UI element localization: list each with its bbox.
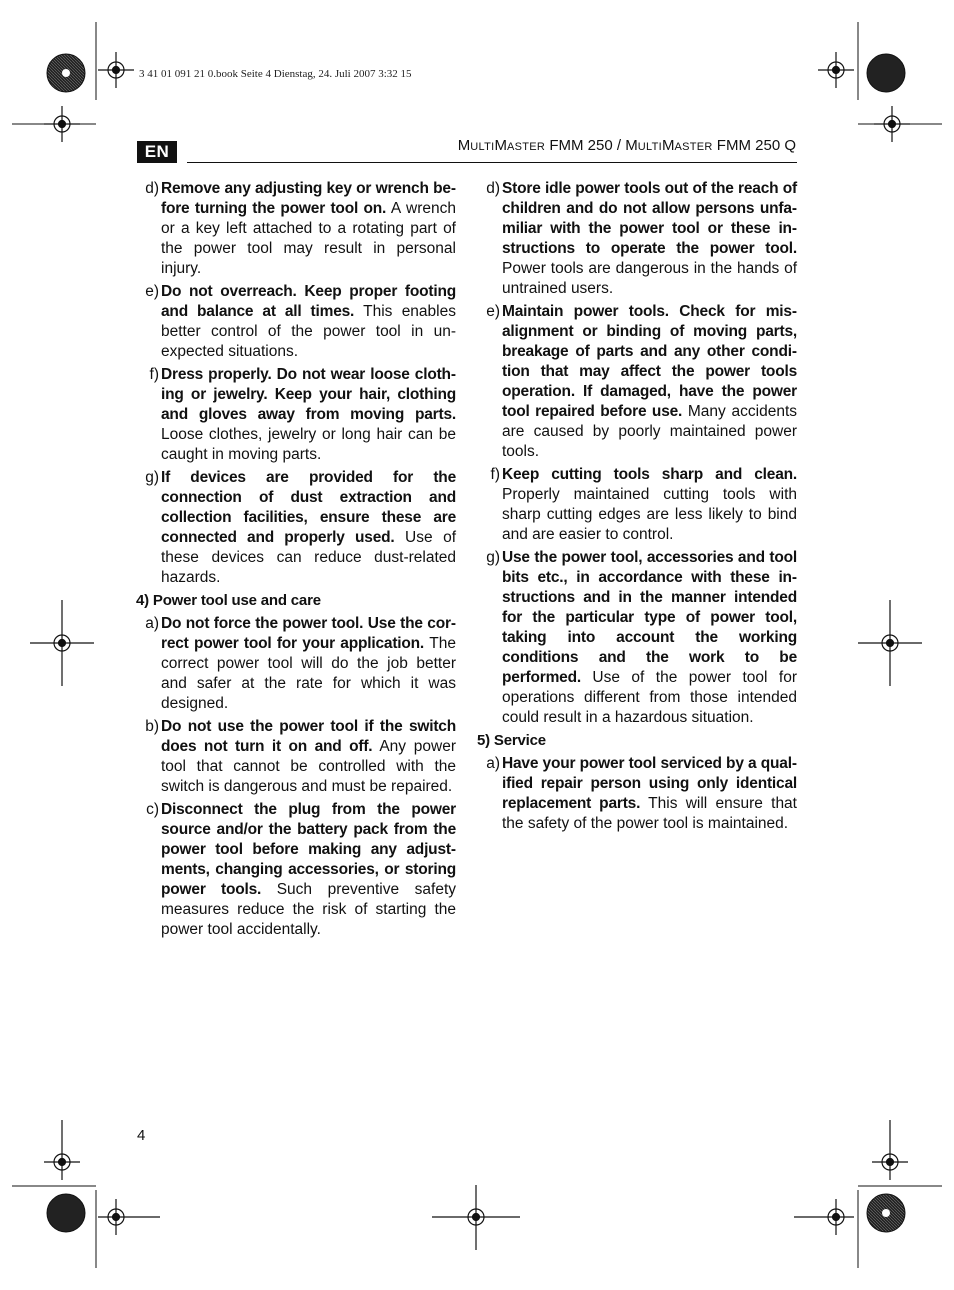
- list-item: d) Store idle power tools out of the reach of children and do not allow persons unfamiliar with the power tool or these instructions to operate the power tool. Power tools are dangerous in the hands of untrained users.: [486, 180, 797, 297]
- list-item: f) Dress properly. Do not wear loose clothing or jewelry. Keep your hair, clothing and gloves away from moving parts. Loose clothes, jewelry or long hair can be caught in moving parts.: [149, 366, 456, 463]
- list-item: b) Do not use the power tool if the switch does not turn it on and off. Any power tool that cannot be controlled with the switch is dangerous and must be repaired.: [145, 718, 457, 795]
- list-item: c) Disconnect the plug from the power source and/or the battery pack from the power tool before making any adjustments, changing accessories, or storing power tools. Such preventive safety measures reduce the risk of starting the power tool accidentally.: [146, 801, 456, 938]
- list-item: e) Maintain power tools. Check for misalignment or binding of moving parts, breakage of parts and any other condition that may affect the power tools operation. If damaged, have the power tool repaired before use. Many accidents are caused by poorly maintained power tools.: [486, 303, 797, 460]
- list-item: a) Have your power tool serviced by a qualified repair person using only identical replacement parts. This will ensure that the safety of the power tool is maintained.: [486, 755, 797, 832]
- list-item: a) Do not force the power tool. Use the correct power tool for your application. The correct power tool will do the job better and safer at the rate for which it was designed.: [145, 615, 456, 712]
- print-info: 3 41 01 091 21 0.book Seite 4 Dienstag, 24. Juli 2007 3:32 15: [139, 68, 412, 80]
- language-badge: EN: [137, 141, 177, 163]
- list-item: g) Use the power tool, accessories and tool bits etc., in accordance with these instructions and in the manner intended for the particular type of power tool, taking into account the working conditions and the work to be performed. Use of the power tool for operations different from those intended could result in a hazardous situation.: [486, 549, 797, 726]
- list-item: d) Remove any adjusting key or wrench before turning the power tool on. A wrench or a key left attached to a rotating part of the power tool may result in personal injury.: [145, 180, 456, 277]
- left-column: [134, 179, 456, 943]
- list-item: f) Keep cutting tools sharp and clean. Properly maintained cutting tools with sharp cutting edges are less likely to bind and are easier to control.: [490, 466, 797, 543]
- right-column: [475, 179, 797, 837]
- section-title: 5) Service: [477, 732, 546, 749]
- section-title: 4) Power tool use and care: [136, 592, 321, 609]
- header-rule: [187, 162, 797, 163]
- list-item: e) Do not overreach. Keep proper footing and balance at all times. This enables better control of the power tool in unexpected situations.: [145, 283, 456, 360]
- page-number: 4: [137, 1127, 146, 1144]
- list-item: g) If devices are provided for the connection of dust extraction and collection facilities, ensure these are connected and properly used. Use of these devices can reduce dust-related hazards.: [145, 469, 457, 586]
- running-head: MULTIMASTER FMM 250 / MULTIMASTER FMM 250 Q: [457, 137, 796, 154]
